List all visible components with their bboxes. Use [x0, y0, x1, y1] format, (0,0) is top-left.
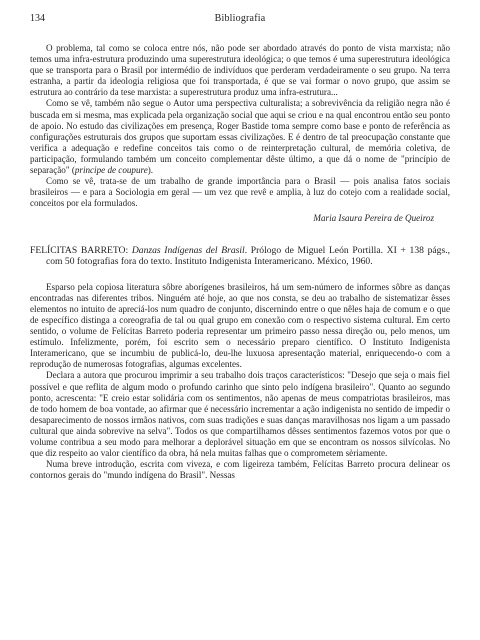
review1-paragraph-2: [30, 98, 450, 176]
entry-title: Danzas Indígenas del Brasil: [131, 244, 245, 256]
page-body: [30, 43, 450, 481]
review1-paragraph-2-text: Como se vê, também não segue o Autor uma perspectiva culturalista; a sobrevivência da religião negra não é buscada em si mesma, mas explicada pela organização social que aqui se criou e na qual encontrou então seu ponto de apoio. No estudo das civilizações em presença, Roger Bastide toma sempre como base e ponto de referência as configurações estruturais dos grupos que suportam essas civilizações. E é dentro de tal preocupação constante que verifica a adequação e redefine conceitos tais como o de reinterpretação cultural, de memória coletiva, de participação, formulando também um conceito complementar dêste último, a que dá o nome de "princípio de separação" (: [30, 98, 450, 176]
reviewer-signature: Maria Isaura Pereira de Queiroz: [313, 213, 434, 224]
bibliographic-entry: [30, 245, 450, 268]
page-number: 134: [30, 13, 45, 24]
page-header: [30, 13, 450, 27]
review2: [30, 282, 450, 482]
entry-details: . Prólogo de Miguel León Portilla. XI + 138 págs., com 50 fotografias fora do texto. Instituto Indigenista Interamericano. México, 1960.: [46, 244, 450, 268]
review1-paragraph-1: O problema, tal como se coloca entre nós, não pode ser abordado através do ponto de vista marxista; não temos uma infra-estrutura produzindo uma superestrutura ideológica; o que temos é uma superestrutura ideológica que se transporta para o Brasil por intermédio de indivíduos que perderam verdadeiramente o seu grupo. Na terra estranha, a partir da ideologia religiosa que foi transportada, é que se vai formar o novo grupo, que assim se estrutura ao contrário da tese marxista: a superestrutura produz uma infra-estrutura...: [30, 43, 450, 98]
entry-author: FELÍCITAS BARRETO:: [30, 244, 129, 256]
running-title: Bibliografia: [214, 13, 266, 24]
review1-paragraph-2-italic: principe de coupure: [74, 165, 148, 176]
review1-paragraph-2-end: ).: [147, 165, 154, 176]
review2-paragraph-2: Declara a autora que procurou imprimir a seu trabalho dois traços característicos: "Desejo que seja o mais fiel possível e que reflita de algum modo o profundo carinho que sinto pelo indígena brasileiro". Quanto ao segundo ponto, acrescenta: "E creio estar solidária com os sentimentos, não apenas de meus compatriotas brasileiros, mas de todo homem de boa vontade, ao afirmar que é necessário incrementar a ação indigenista no sentido de impedir o desaparecimento de nossos irmãos nativos, com suas tradições e suas danças maravilhosas nos ligam a um passado cultural que ainda sobrevive na selva". Todos os que compartilhamos dêsses sentimentos fazemos votos por que o volume contribua a seu modo para melhorar a deplorável situação em que se encontram os nossos silvícolas. No que diz respeito ao valor científico da obra, há nela muitas falhas que o comprometem sèriamente.: [30, 370, 450, 459]
review2-paragraph-3: Numa breve introdução, escrita com viveza, e com ligeireza também, Felícitas Barreto procura delinear os contornos gerais do "mundo indígena do Brasil". Nessas: [30, 459, 450, 481]
review1-paragraph-3: Como se vê, trata-se de um trabalho de grande importância para o Brasil — pois analisa fatos sociais brasileiros — e para a Sociologia em geral — um vez que revê e amplia, à luz do cotejo com a realidade social, conceitos por ela formulados.: [30, 176, 450, 209]
review2-paragraph-1: Esparso pela copiosa literatura sôbre aborígenes brasileiros, há um sem-número de informes sôbre as danças encontradas nas diferentes tribos. Ninguém até hoje, ao que nos consta, se deu ao trabalho de sistematizar êsses elementos no intuito de apreciá-los num quadro de conjunto, discernindo entre o que nêles haja de comum e o que de específico distinga a coreografia de tal ou qual grupo em conexão com o respectivo sistema cultural. Em certo sentido, o volume de Felícitas Barreto poderia representar um primeiro passo nessa direção ou, pelo menos, um estímulo. Infelizmente, porém, foi escrito sem o necessário preparo científico. O Instituto Indigenista Interamericano, que se incumbiu de publicá-lo, deu-lhe luxuosa apresentação material, enriquecendo-o com a reprodução de numerosas fotografias, algumas excelentes.: [30, 281, 450, 370]
